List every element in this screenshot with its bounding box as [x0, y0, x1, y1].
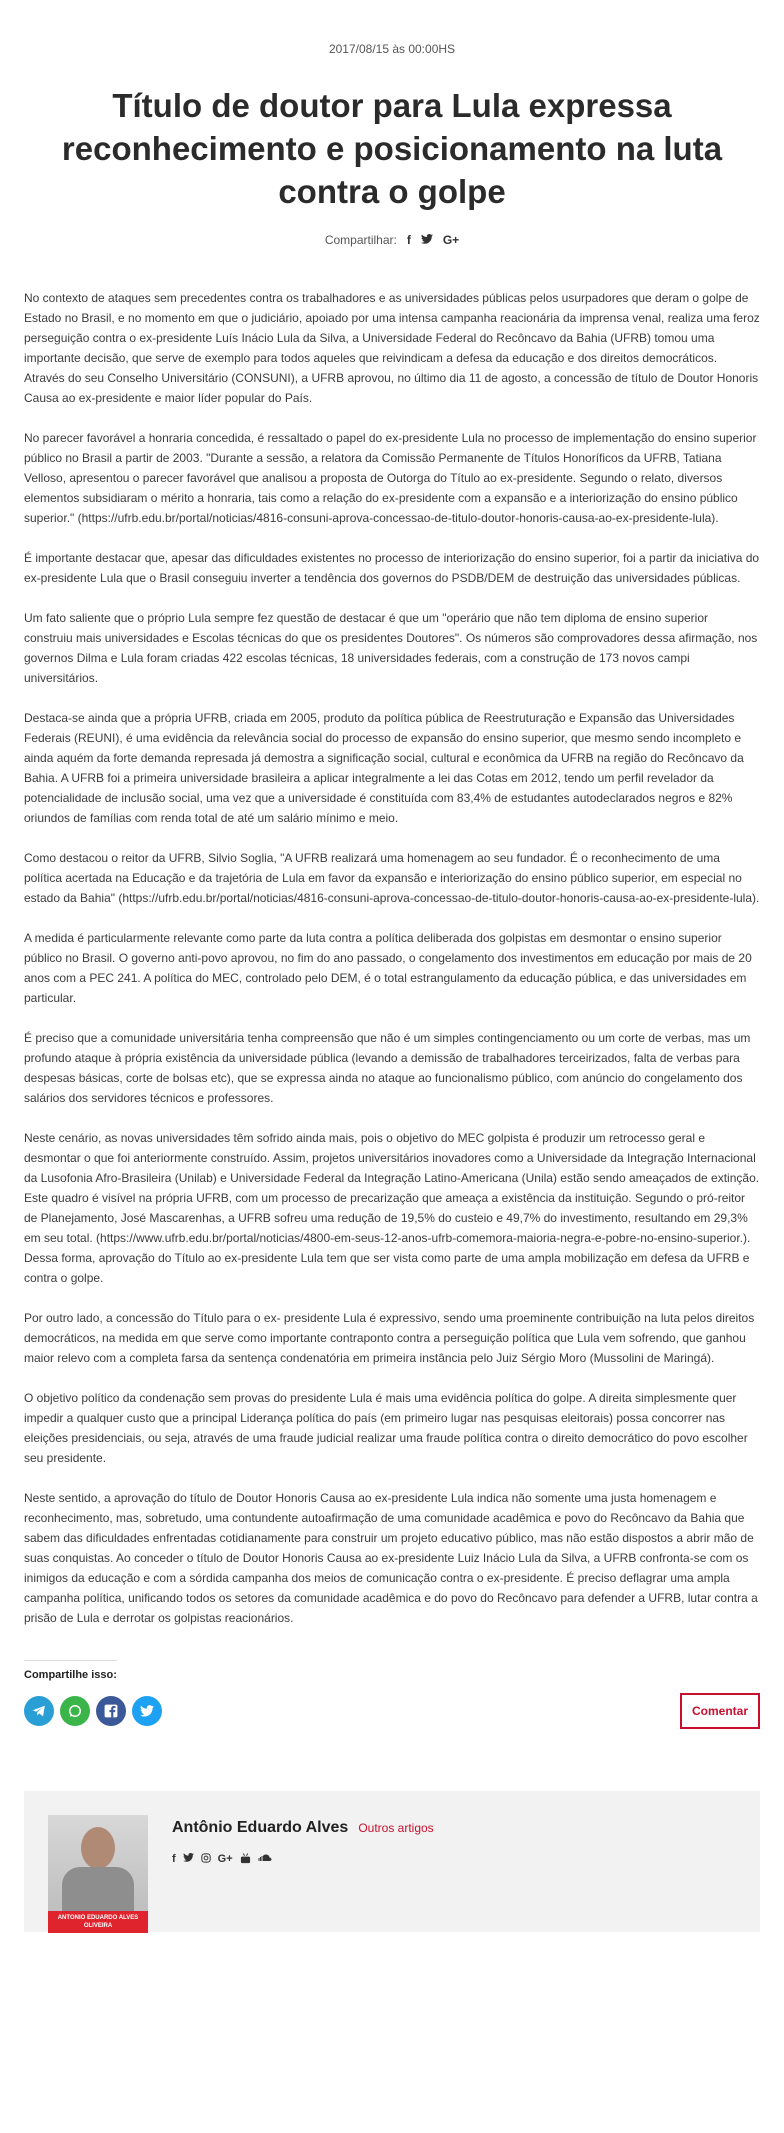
paragraph: É preciso que a comunidade universitária tenha compreensão que não é um simples contingenciamento ou um corte de verbas, mas um profundo ataque à própria existência da universidade pública (levando a demissão de trabalhadores terceirizados, falta de verbas para despesas básicas, corte de bolsas etc), que se expressa ainda no ataque ao funcionalismo público, com anúncio do congelamento dos salários dos servidores técnicos e professores.: [24, 1031, 751, 1105]
twitter-icon[interactable]: [132, 1696, 162, 1726]
whatsapp-icon[interactable]: [60, 1696, 90, 1726]
share-this-label: Compartilhe isso:: [24, 1660, 117, 1681]
avatar: [48, 1815, 148, 1933]
paragraph: No parecer favorável a honraria concedida, é ressaltado o papel do ex-presidente Lula no processo de implementação do ensino superior público no Brasil a partir de 2003. "Durante a sessão, a relatora da Comissão Permanente de Títulos Honoríficos da UFRB, Tatiana Velloso, apresentou o parecer favorável que analisou a proposta de Outorga do Título ao ex-presidente. Segundo o relato, diversos elementos subsidiaram o mérito a honraria, tais como a relação do ex-presidente com a expansão e a interiorização do ensino público superior." (https://ufrb.edu.br/portal/noticias/4816-consuni-aprova-concessao-de-titulo-doutor-honoris-causa-ao-ex-presidente-lula).: [24, 431, 757, 525]
soundcloud-icon[interactable]: [258, 1853, 272, 1867]
google-plus-icon[interactable]: G+: [442, 233, 460, 247]
paragraph: É importante destacar que, apesar das dificuldades existentes no processo de interiorização do ensino superior, foi a partir da iniciativa do ex-presidente Lula que o Brasil conseguiu inverter a tendência dos governos do PSDB/DEM de destruição das universidades públicas.: [24, 551, 760, 585]
post-title: Título de doutor para Lula expressa reconhecimento e posicionamento na luta contra o golpe: [61, 87, 723, 210]
paragraph: Por outro lado, a concessão do Título para o ex- presidente Lula é expressivo, sendo uma proeminente contribuição na luta pelos direitos democráticos, na medida em que serve como importante contraponto contra a perseguição política que Lula vem sofrendo, que ganhou maior relevo com a completa farsa da sentença condenatória em primeira instância pelo Juiz Sérgio Moro (Mussolini de Maringá).: [24, 1311, 755, 1365]
twitter-icon[interactable]: [183, 1853, 194, 1867]
google-plus-icon[interactable]: G+: [217, 1853, 233, 1865]
share-row: [0, 233, 784, 247]
avatar-caption: ANTONIO EDUARDO ALVES OLIVEIRA: [48, 1911, 148, 1933]
author-info: [172, 1815, 434, 1932]
author-name-row: [172, 1819, 434, 1837]
paragraph: Destaca-se ainda que a própria UFRB, criada em 2005, produto da política pública de Reestruturação e Expansão das Universidades Federais (REUNI), é uma evidência da relevância social do processo de expansão do ensino superior, que mesmo sendo incompleto e ainda aquém da forte demanda represada já demostra a significação social, cultural e econômica da UFRB na região do Recôncavo da Bahia. A UFRB foi a primeira universidade brasileira a aplicar integralmente a lei das Cotas em 2012, tendo um perfil revelador da potencialidade de inclusão social, uma vez que a universidade é constituída com 83,4% de estudantes autodeclarados negros e 82% oriundos de famílias com renda total de até um salário mínimo e meio.: [24, 711, 744, 825]
article-body: [24, 288, 760, 1729]
author-name[interactable]: Antônio Eduardo Alves: [172, 1819, 349, 1836]
paragraph: No contexto de ataques sem precedentes contra os trabalhadores e as universidades públicas pelos usurpadores que deram o golpe de Estado no Brasil, e no momento em que o judiciário, apoiado por uma intensa campanha reacionária da imprensa venal, realiza uma feroz perseguição contra o ex-presidente Luís Inácio Lula da Silva, a Universidade Federal do Recôncavo da Bahia (UFRB) tomou uma importante decisão, que serve de exemplo para todos aqueles que reivindicam a defesa da educação e dos direitos democráticos. Através do seu Conselho Universitário (CONSUNI), a UFRB aprovou, no último dia 11 de agosto, a concessão de título de Doutor Honoris Causa ao ex-presidente e maior líder popular do País.: [24, 291, 760, 405]
share-bar: [24, 1693, 760, 1729]
paragraph: Um fato saliente que o próprio Lula sempre fez questão de destacar é que um "operário que não tem diploma de ensino superior construiu mais universidades e Escolas técnicas do que os presidentes Doutores". Os números são comprovadores dessa afirmação, nos governos Dilma e Lula foram criadas 422 escolas técnicas, 18 universidades federais, com a construção de 173 novos campi universitários.: [24, 611, 758, 685]
share-label: Compartilhar:: [324, 233, 397, 247]
paragraph: Neste cenário, as novas universidades têm sofrido ainda mais, pois o objetivo do MEC golpista é produzir um retrocesso geral e desmontar o que foi anteriormente construído. Assim, projetos universitários inovadores como a Universidade da Integração Internacional da Lusofonia Afro-Brasileira (Unilab) e Universidade Federal da Integração Latino-Americana (Unila) estão sendo ameaçados de extinção. Este quadro é visível na própria UFRB, com um processo de precarização que ameaça a existência da instituição. Segundo o pró-reitor de Planejamento, José Mascarenhas, a UFRB sofreu uma redução de 19,5% do custeio e 49,7% do investimento, resultando em 29,3% em seu total. (https://www.ufrb.edu.br/portal/noticias/4800-em-seus-12-anos-ufrb-comemora-maioria-negra-e-pobre-no-ensino-superior.). Dessa forma, aprovação do Título ao ex-presidente Lula tem que ser vista como parte de uma ampla mobilização em defesa da UFRB e contra o golpe.: [24, 1131, 760, 1285]
paragraph: Como destacou o reitor da UFRB, Silvio Soglia, "A UFRB realizará uma homenagem ao seu fundador. É o reconhecimento de uma política acertada na Educação e da trajetória de Lula em favor da expansão e interiorização do ensino público superior, em especial no estado da Bahia" (https://ufrb.edu.br/portal/noticias/4816-consuni-aprova-concessao-de-titulo-doutor-honoris-causa-ao-ex-presidente-lula).: [24, 851, 760, 905]
instagram-icon[interactable]: [201, 1853, 211, 1867]
share-buttons: [24, 1696, 162, 1726]
paragraph: O objetivo político da condenação sem provas do presidente Lula é mais uma evidência política do golpe. A direita simplesmente quer impedir a qualquer custo que a principal Liderança política do país (em primeiro lugar nas pesquisas eleitorais) possa concorrer nas eleições presidenciais, ou seja, através de uma fraude judicial realizar uma fraude política contra o direito democrático do povo escolher seu presidente.: [24, 1391, 748, 1465]
avatar-head: [81, 1827, 115, 1869]
comment-button[interactable]: Comentar: [680, 1693, 760, 1729]
paragraph: Neste sentido, a aprovação do título de Doutor Honoris Causa ao ex-presidente Lula indica não somente uma justa homenagem e reconhecimento, mas, sobretudo, uma contundente autoafirmação de uma comunidade acadêmica e povo do Recôncavo da Bahia que sabem das dificuldades enfrentadas cotidianamente para construir um projeto educativo público, mas não estão dispostos a abrir mão de suas conquistas. Ao conceder o título de Doutor Honoris Causa ao ex-presidente Luiz Inácio Lula da Silva, a UFRB confronta-se com os inimigos da educação e com a sórdida campanha dos meios de comunicação contra o ex-presidente. É preciso deflagrar uma ampla campanha política, unificando todos os setores da comunidade acadêmica e do povo do Recôncavo para defender a UFRB, lutar contra a prisão de Lula e derrotar os golpistas reacionários.: [24, 1491, 758, 1625]
facebook-icon[interactable]: f: [172, 1853, 176, 1865]
avatar-body: [62, 1867, 134, 1917]
facebook-icon[interactable]: f: [406, 233, 411, 247]
paragraph: A medida é particularmente relevante como parte da luta contra a política deliberada dos golpistas em desmontar o ensino superior público no Brasil. O governo anti-povo aprovou, no fim do ano passado, o congelamento dos investimentos em educação por mais de 20 anos com a PEC 241. A política do MEC, controlado pelo DEM, é o total estrangulamento da educação pública, e das universidades em particular.: [24, 931, 752, 1005]
twitter-icon[interactable]: [421, 233, 433, 247]
youtube-icon[interactable]: [240, 1853, 251, 1867]
post-date: 2017/08/15 às 00:00HS: [328, 42, 456, 56]
author-box: [24, 1791, 760, 1932]
telegram-icon[interactable]: [24, 1696, 54, 1726]
facebook-icon[interactable]: [96, 1696, 126, 1726]
author-social-icons: [172, 1853, 434, 1867]
other-articles-link[interactable]: Outros artigos: [358, 1821, 434, 1835]
